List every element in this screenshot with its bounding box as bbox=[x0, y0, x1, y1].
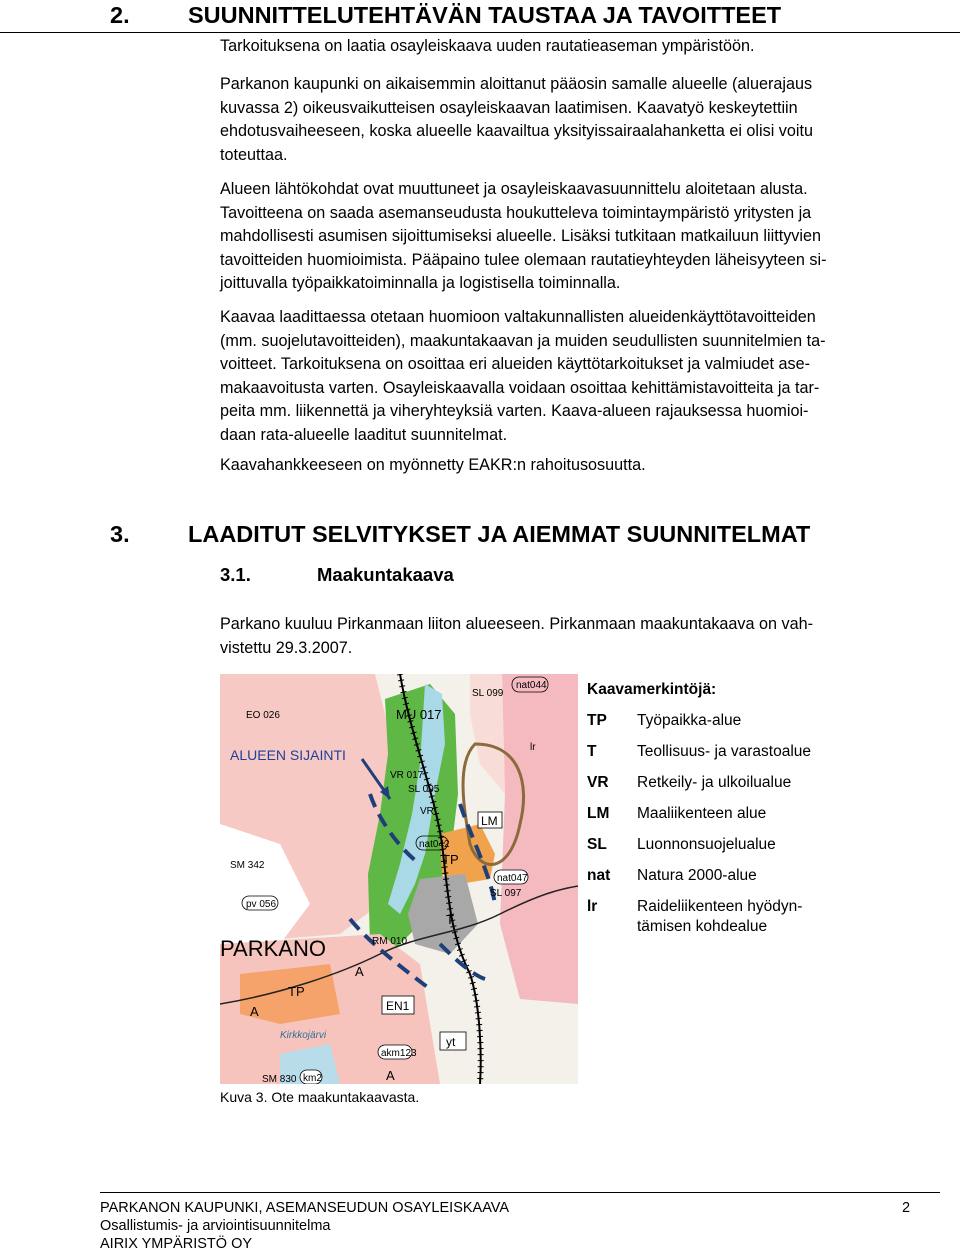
legend-code: VR bbox=[587, 774, 609, 791]
section-title: LAADITUT SELVITYKSET JA AIEMMAT SUUNNITELMAT bbox=[188, 521, 811, 547]
map-label: nat044 bbox=[516, 680, 547, 691]
map-zone-pink-east bbox=[500, 674, 578, 1004]
footer-line-1: PARKANON KAUPUNKI, ASEMANSEUDUN OSAYLEISKAAVA bbox=[100, 1200, 510, 1216]
legend-desc: Raideliikenteen hyödyn- bbox=[637, 898, 803, 915]
text-line: peita mm. liikennettä ja viheryhteyksiä varten. Kaava-alueen rajauksessa huomioi- bbox=[220, 402, 809, 421]
footer-line-3: AIRIX YMPÄRISTÖ OY bbox=[100, 1236, 253, 1252]
text-line: joittuvalla työpaikkatoiminnalla ja logistisella toiminnalla. bbox=[220, 274, 621, 293]
legend-code: lr bbox=[587, 898, 598, 915]
legend-desc: Teollisuus- ja varastoalue bbox=[637, 743, 812, 760]
legend-code: T bbox=[587, 743, 597, 760]
text-line: vistettu 29.3.2007. bbox=[220, 638, 353, 657]
map-label: akm123 bbox=[381, 1048, 417, 1059]
legend-code: LM bbox=[587, 805, 610, 822]
legend-desc: Maaliikenteen alue bbox=[637, 805, 767, 822]
section-number: 2. bbox=[110, 2, 130, 28]
section-number: 3. bbox=[110, 521, 130, 547]
section-31-number: 3.1. bbox=[220, 564, 251, 585]
map-label: yt bbox=[446, 1035, 456, 1049]
text-line: Alueen lähtökohdat ovat muuttuneet ja osayleiskaavasuunnittelu aloitetaan alusta. bbox=[220, 180, 808, 198]
map-label: nat047 bbox=[497, 873, 528, 884]
map-label: VR bbox=[420, 806, 434, 817]
heading-rule bbox=[0, 32, 960, 33]
page-number: 2 bbox=[902, 1200, 911, 1216]
text-line: Tavoitteena on saada asemanseudusta houkutteleva toimintaympäristö yritysten ja bbox=[220, 203, 812, 222]
map-label: SL 099 bbox=[472, 688, 504, 699]
text-line: tavoitteiden huomioimista. Pääpaino tulee olemaan rautatieyhteyden läheisyyteen si- bbox=[220, 250, 827, 269]
section-title: SUUNNITTELUTEHTÄVÄN TAUSTAA JA TAVOITTEET bbox=[188, 2, 782, 28]
legend-desc: tämisen kohdealue bbox=[637, 918, 768, 935]
text-line: Kaavahankkeeseen on myönnetty EAKR:n rahoitusosuutta. bbox=[220, 456, 646, 474]
text-line: makaavoitusta varten. Osayleiskaavalla voidaan osoittaa kehittämistavoitteita ja tar- bbox=[220, 378, 820, 397]
legend-desc: Retkeily- ja ulkoilualue bbox=[637, 774, 792, 791]
text-line: daan rata-alueelle laaditut suunnitelmat. bbox=[220, 425, 508, 444]
text-line: Parkano kuuluu Pirkanmaan liiton alueeseen. Pirkanmaan maakuntakaava on vah- bbox=[220, 615, 814, 633]
text-line: ehdotusvaiheeseen, koska alueelle kaavailtua yksityissairaalahanketta ei olisi voitu bbox=[220, 122, 813, 141]
legend-code: TP bbox=[587, 712, 607, 729]
map-label: SL 095 bbox=[408, 784, 440, 795]
legend-code: SL bbox=[587, 836, 607, 853]
map-label: km2 bbox=[303, 1073, 322, 1084]
text-line: Parkanon kaupunki on aikaisemmin aloittanut pääosin samalle alueelle (aluerajaus bbox=[220, 75, 813, 93]
map-label: Kirkkojärvi bbox=[280, 1030, 327, 1041]
map-label: SM 830 bbox=[262, 1074, 297, 1084]
footer-line-2: Osallistumis- ja arviointisuunnitelma bbox=[100, 1218, 331, 1234]
text-line: toteuttaa. bbox=[220, 145, 288, 164]
map-label: A bbox=[355, 964, 364, 979]
map-label: T bbox=[446, 912, 454, 927]
section-31-title: Maakuntakaava bbox=[317, 564, 454, 585]
legend-code: nat bbox=[587, 867, 611, 884]
map-label-town: PARKANO bbox=[220, 936, 326, 961]
map-label: TP bbox=[442, 852, 459, 867]
map-label: A bbox=[386, 1068, 395, 1083]
section-31-paragraph bbox=[220, 613, 938, 660]
regional-plan-map bbox=[220, 674, 578, 1084]
text-line: kuvassa 2) oikeusvaikutteisen osayleiskaavan laatimisen. Kaavatyö keskeytettiin bbox=[220, 98, 798, 117]
text-line: mahdollisesti asumisen sijoittumiseksi alueelle. Lisäksi tutkitaan matkailuun liittyvien bbox=[220, 227, 822, 246]
text-line: Kaavaa laadittaessa otetaan huomioon valtakunnallisten alueidenkäyttötavoitteiden bbox=[220, 308, 816, 326]
map-label: pv 056 bbox=[246, 899, 277, 910]
paragraph-2 bbox=[220, 73, 938, 167]
paragraph-4 bbox=[220, 306, 938, 448]
figure-caption: Kuva 3. Ote maakuntakaavasta. bbox=[220, 1089, 420, 1105]
paragraph-5 bbox=[220, 454, 938, 478]
map-label: TP bbox=[288, 984, 305, 999]
footer-rule bbox=[100, 1192, 940, 1193]
legend-desc: Luonnonsuojelualue bbox=[637, 836, 776, 853]
map-label: SL 097 bbox=[490, 888, 522, 899]
legend-desc: Natura 2000-alue bbox=[637, 867, 757, 884]
map-label: LM bbox=[481, 814, 498, 828]
map-label: SM 342 bbox=[230, 860, 265, 871]
map-label: MU 017 bbox=[396, 707, 442, 722]
map-label: EO 026 bbox=[246, 710, 280, 721]
paragraph-3 bbox=[220, 178, 938, 296]
legend-title: Kaavamerkintöjä: bbox=[587, 681, 717, 698]
map-label: RM 010 bbox=[372, 936, 408, 947]
map-label: EN1 bbox=[386, 999, 410, 1013]
map-label: lr bbox=[530, 742, 536, 753]
text-line: (mm. suojelutavoitteiden), maakuntakaavan ja muiden seudullisten suunnitelmien ta- bbox=[220, 331, 826, 350]
map-label: VR 017 bbox=[390, 770, 424, 781]
map-label-location: ALUEEN SIJAINTI bbox=[230, 747, 346, 763]
map-label: nat042 bbox=[419, 839, 450, 850]
legend-desc: Työpaikka-alue bbox=[637, 712, 742, 729]
paragraph-1 bbox=[220, 35, 938, 59]
text-line: voitteet. Tarkoituksena on osoittaa eri alueiden käyttötarkoitukset ja valmiudet ase- bbox=[220, 355, 810, 374]
text-line: Tarkoituksena on laatia osayleiskaava uuden rautatieaseman ympäristöön. bbox=[220, 37, 755, 55]
map-label: A bbox=[250, 1004, 259, 1019]
